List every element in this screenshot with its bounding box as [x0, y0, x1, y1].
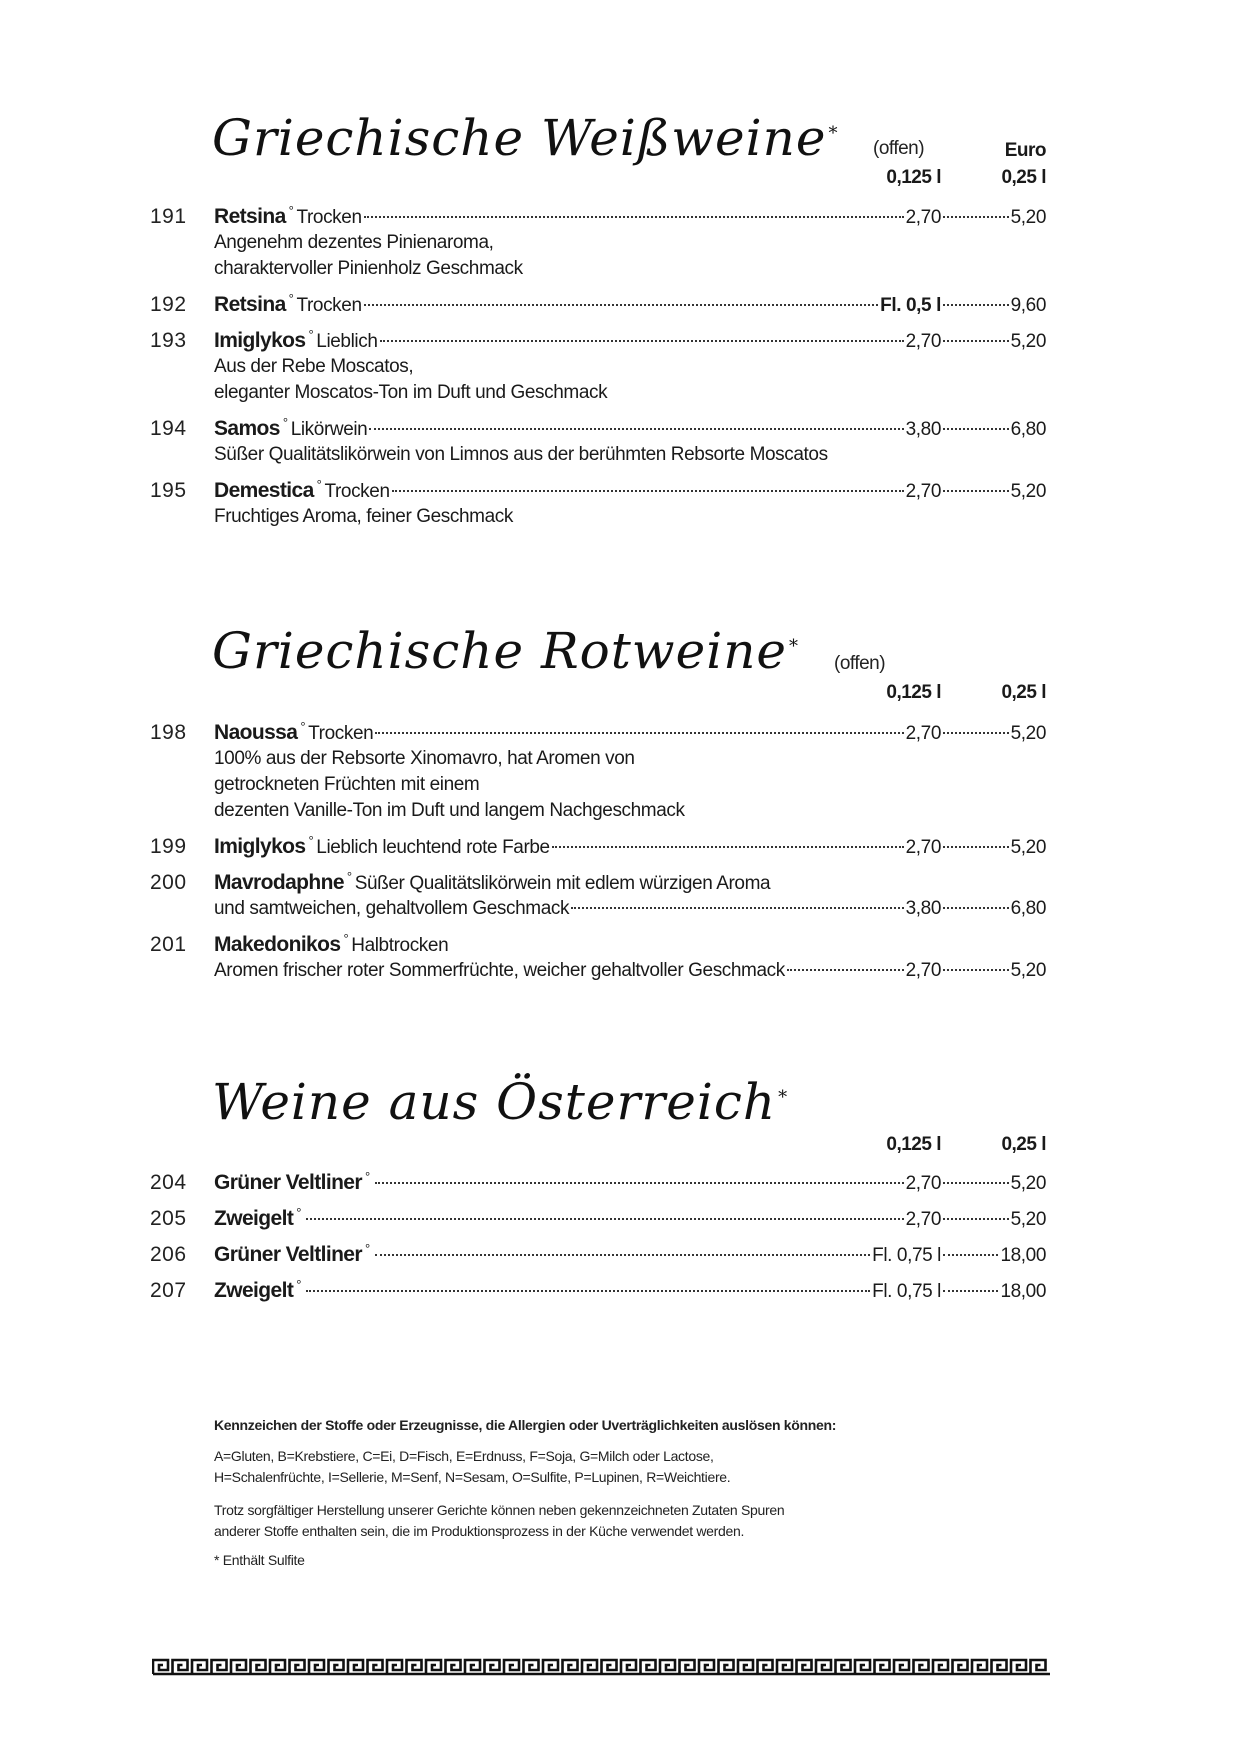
wine-item — [150, 478, 1046, 530]
wine-note: Trocken — [308, 723, 374, 744]
description-line — [150, 772, 1046, 798]
price-small: 3,80 — [905, 419, 941, 440]
price-large: 5,20 — [1010, 481, 1046, 502]
greek-key-segment — [992, 1660, 1012, 1674]
price-large: 5,20 — [1010, 1173, 1046, 1194]
dot-leader — [943, 732, 1009, 734]
greek-key-segment — [621, 1660, 641, 1674]
wine-item — [150, 416, 1046, 468]
item-number: 200 — [150, 871, 187, 894]
wine-name: Retsina — [214, 205, 286, 228]
wine-item — [150, 204, 1046, 282]
wine-line — [150, 478, 1046, 504]
column-header-0125: 0,125 l — [886, 167, 941, 188]
wine-note: Lieblich leuchtend rote Farbe — [316, 837, 550, 858]
greek-key-segment — [563, 1660, 583, 1674]
greek-key-segment — [290, 1660, 310, 1674]
additive-mark: ° — [296, 1205, 302, 1220]
item-number: 192 — [150, 293, 187, 316]
greek-key-segment — [251, 1660, 271, 1674]
wine-description: 100% aus der Rebsorte Xinomavro, hat Aromen von — [214, 748, 635, 769]
wine-name: Grüner Veltliner — [214, 1243, 362, 1266]
wine-line — [150, 1206, 1046, 1232]
allergen-codes-2: H=Schalenfrüchte, I=Sellerie, M=Senf, N=Sesam, O=Sulfite, P=Lupinen, R=Weichtiere. — [214, 1469, 731, 1485]
dot-leader — [306, 1290, 870, 1292]
wine-description: Süßer Qualitätslikörwein von Limnos aus der berühmten Rebsorte Moscatos — [214, 444, 828, 465]
price-large: 5,20 — [1010, 960, 1046, 981]
greek-key-segment — [543, 1660, 563, 1674]
wine-note: Trocken — [324, 481, 390, 502]
dot-leader — [943, 340, 1009, 342]
greek-key-segment — [270, 1660, 290, 1674]
dot-leader — [392, 490, 904, 492]
wine-line — [150, 932, 1046, 958]
price-small: 2,70 — [905, 837, 941, 858]
wine-line — [150, 292, 1046, 318]
item-number: 207 — [150, 1279, 187, 1302]
greek-key-segment — [680, 1660, 700, 1674]
price-small: 2,70 — [905, 331, 941, 352]
wine-name: Zweigelt — [214, 1279, 294, 1302]
additive-mark: ° — [346, 869, 352, 884]
wine-item — [150, 1242, 1046, 1268]
wine-name: Makedonikos — [214, 933, 341, 956]
greek-key-segment — [972, 1660, 992, 1674]
wine-item — [150, 292, 1046, 318]
section-title-white-wines — [212, 108, 838, 168]
description-line — [150, 380, 1046, 406]
wine-item — [150, 720, 1046, 824]
item-number: 195 — [150, 479, 187, 502]
dot-leader — [943, 907, 1009, 909]
wine-note: Süßer Qualitätslikörwein mit edlem würzigen Aroma — [354, 873, 771, 894]
title-text: Griechische Rotweine — [212, 622, 787, 680]
greek-key-segment — [719, 1660, 739, 1674]
greek-key-segment — [192, 1660, 212, 1674]
dot-leader — [375, 1182, 904, 1184]
wine-item — [150, 870, 1046, 922]
description-line — [150, 230, 1046, 256]
greek-key-segment — [836, 1660, 856, 1674]
greek-key-segment — [426, 1660, 446, 1674]
greek-key-segment — [485, 1660, 505, 1674]
dot-leader — [943, 1254, 998, 1256]
price-large: 5,20 — [1010, 723, 1046, 744]
column-header-025: 0,25 l — [1001, 1134, 1046, 1155]
wine-name: Imiglykos — [214, 329, 306, 352]
price-small: 2,70 — [905, 207, 941, 228]
description-line — [150, 442, 1046, 468]
price-large: 5,20 — [1010, 1209, 1046, 1230]
dot-leader — [943, 846, 1009, 848]
additive-mark: ° — [288, 291, 294, 306]
wine-item — [150, 932, 1046, 984]
item-number: 199 — [150, 835, 187, 858]
open-wine-label: (offen) — [834, 653, 886, 674]
greek-key-segment — [758, 1660, 778, 1674]
column-header-0125: 0,125 l — [886, 682, 941, 703]
wine-list-white — [150, 204, 1046, 530]
wine-name: Demestica — [214, 479, 314, 502]
additive-mark: ° — [282, 415, 288, 430]
greek-key-segment — [797, 1660, 817, 1674]
wine-line — [150, 416, 1046, 442]
greek-key-segment — [875, 1660, 895, 1674]
wine-note: Trocken — [296, 207, 362, 228]
greek-key-segment — [777, 1660, 797, 1674]
additive-mark: ° — [364, 1241, 370, 1256]
description-line — [150, 896, 1046, 922]
wine-description: Aromen frischer roter Sommerfrüchte, weicher gehaltvoller Geschmack — [214, 960, 785, 981]
allergen-info — [214, 1415, 1034, 1571]
price-large: 18,00 — [1000, 1281, 1046, 1302]
wine-name: Mavrodaphne — [214, 871, 344, 894]
wine-description: Aus der Rebe Moscatos, — [214, 356, 414, 377]
wine-item — [150, 1278, 1046, 1304]
greek-key-segment — [446, 1660, 466, 1674]
greek-key-segment — [602, 1660, 622, 1674]
wine-item — [150, 834, 1046, 860]
dot-leader — [943, 1290, 998, 1292]
additive-mark: ° — [288, 203, 294, 218]
greek-key-segment — [582, 1660, 602, 1674]
greek-key-segment — [699, 1660, 719, 1674]
price-small: 2,70 — [905, 723, 941, 744]
greek-key-segment — [212, 1660, 232, 1674]
wine-item — [150, 1206, 1046, 1232]
wine-item — [150, 1170, 1046, 1196]
dot-leader — [787, 969, 904, 971]
wine-note: Likörwein — [290, 419, 368, 440]
dot-leader — [943, 1218, 1009, 1220]
greek-key-segment — [1031, 1660, 1051, 1674]
dot-leader — [369, 428, 903, 430]
greek-key-segment — [368, 1660, 388, 1674]
item-number: 201 — [150, 933, 187, 956]
column-header-025: 0,25 l — [1001, 167, 1046, 188]
price-small: 2,70 — [905, 481, 941, 502]
item-number: 193 — [150, 329, 187, 352]
wine-description: dezenten Vanille-Ton im Duft und langem Nachgeschmack — [214, 800, 685, 821]
greek-key-segment — [914, 1660, 934, 1674]
greek-key-segment — [894, 1660, 914, 1674]
wine-list-red — [150, 720, 1046, 984]
additive-mark: ° — [308, 833, 314, 848]
sulfite-asterisk: * — [788, 636, 799, 657]
wine-note: Trocken — [296, 295, 362, 316]
additive-mark: ° — [316, 477, 322, 492]
description-line — [150, 746, 1046, 772]
greek-key-segment — [407, 1660, 427, 1674]
dot-leader — [943, 1182, 1009, 1184]
dot-leader — [571, 907, 904, 909]
price-small: Fl. 0,5 l — [880, 295, 941, 316]
wine-name: Grüner Veltliner — [214, 1171, 362, 1194]
item-number: 198 — [150, 721, 187, 744]
allergen-codes-1: A=Gluten, B=Krebstiere, C=Ei, D=Fisch, E=Erdnuss, F=Soja, G=Milch oder Lactose, — [214, 1448, 714, 1464]
wine-description: und samtweichen, gehaltvollem Geschmack — [214, 898, 570, 919]
price-large: 18,00 — [1000, 1245, 1046, 1266]
dot-leader — [364, 304, 879, 306]
open-wine-label: (offen) — [873, 138, 925, 159]
greek-key-segment — [855, 1660, 875, 1674]
item-number: 191 — [150, 205, 187, 228]
greek-key-segment — [173, 1660, 193, 1674]
price-small: 2,70 — [905, 1209, 941, 1230]
wine-line — [150, 204, 1046, 230]
greek-key-segment — [504, 1660, 524, 1674]
column-header-0125: 0,125 l — [886, 1134, 941, 1155]
price-small: Fl. 0,75 l — [872, 1245, 941, 1266]
currency-label: Euro — [1004, 140, 1046, 161]
greek-key-segment — [231, 1660, 251, 1674]
sulfite-asterisk: * — [828, 123, 839, 144]
dot-leader — [306, 1218, 904, 1220]
dot-leader — [375, 1254, 870, 1256]
greek-key-segment — [465, 1660, 485, 1674]
description-line — [150, 798, 1046, 824]
section-title-red-wines — [212, 621, 799, 681]
allergen-heading: Kennzeichen der Stoffe oder Erzeugnisse, die Allergien oder Uverträglichkeiten auslösen können: — [214, 1417, 837, 1433]
greek-key-segment — [660, 1660, 680, 1674]
title-text: Griechische Weißweine — [212, 109, 827, 167]
wine-description: charaktervoller Pinienholz Geschmack — [214, 258, 523, 279]
dot-leader — [943, 969, 1009, 971]
dot-leader — [943, 304, 1009, 306]
wine-description: Fruchtiges Aroma, feiner Geschmack — [214, 506, 513, 527]
additive-mark: ° — [364, 1169, 370, 1184]
wine-line — [150, 328, 1046, 354]
price-small: 3,80 — [905, 898, 941, 919]
wine-line — [150, 870, 1046, 896]
wine-name: Zweigelt — [214, 1207, 294, 1230]
price-large: 6,80 — [1010, 898, 1046, 919]
wine-name: Retsina — [214, 293, 286, 316]
price-small: 2,70 — [905, 1173, 941, 1194]
column-header-025: 0,25 l — [1001, 682, 1046, 703]
greek-key-segment — [329, 1660, 349, 1674]
greek-key-segment — [933, 1660, 953, 1674]
wine-note: Lieblich — [316, 331, 378, 352]
greek-key-segment — [738, 1660, 758, 1674]
item-number: 205 — [150, 1207, 187, 1230]
wine-description: eleganter Moscatos-Ton im Duft und Geschmack — [214, 382, 608, 403]
greek-key-segment — [1011, 1660, 1031, 1674]
wine-list-austria — [150, 1170, 1046, 1304]
wine-note: Halbtrocken — [351, 935, 449, 956]
sulfite-asterisk: * — [778, 1087, 789, 1108]
wine-line — [150, 1242, 1046, 1268]
additive-mark: ° — [296, 1277, 302, 1292]
dot-leader — [943, 490, 1009, 492]
greek-key-segment — [816, 1660, 836, 1674]
wine-description: Angenehm dezentes Pinienaroma, — [214, 232, 494, 253]
greek-key-segment — [387, 1660, 407, 1674]
price-large: 9,60 — [1010, 295, 1046, 316]
allergen-notice-2: anderer Stoffe enthalten sein, die im Produktionsprozess in der Küche verwendet werden. — [214, 1523, 745, 1539]
price-small: 2,70 — [905, 960, 941, 981]
price-large: 5,20 — [1010, 207, 1046, 228]
section-title-austria — [212, 1072, 788, 1132]
dot-leader — [943, 216, 1009, 218]
wine-line — [150, 1170, 1046, 1196]
greek-key-segment — [153, 1660, 173, 1674]
wine-line — [150, 720, 1046, 746]
greek-key-segment — [309, 1660, 329, 1674]
description-line — [150, 958, 1046, 984]
description-line — [150, 256, 1046, 282]
wine-name: Imiglykos — [214, 835, 306, 858]
additive-mark: ° — [308, 327, 314, 342]
additive-mark: ° — [300, 719, 306, 734]
price-large: 5,20 — [1010, 837, 1046, 858]
item-number: 204 — [150, 1171, 187, 1194]
dot-leader — [943, 428, 1009, 430]
allergen-notice-1: Trotz sorgfältiger Herstellung unserer Gerichte können neben gekennzeichneten Zutaten Spuren — [214, 1502, 785, 1518]
wine-line — [150, 834, 1046, 860]
dot-leader — [375, 732, 903, 734]
item-number: 206 — [150, 1243, 187, 1266]
additive-mark: ° — [343, 931, 349, 946]
greek-key-segment — [524, 1660, 544, 1674]
wine-name: Samos — [214, 417, 280, 440]
wine-line — [150, 1278, 1046, 1304]
greek-key-segment — [641, 1660, 661, 1674]
dot-leader — [552, 846, 904, 848]
description-line — [150, 354, 1046, 380]
title-text: Weine aus Österreich — [212, 1073, 777, 1131]
greek-key-segment — [348, 1660, 368, 1674]
price-large: 6,80 — [1010, 419, 1046, 440]
description-line — [150, 504, 1046, 530]
price-large: 5,20 — [1010, 331, 1046, 352]
item-number: 194 — [150, 417, 187, 440]
wine-item — [150, 328, 1046, 406]
greek-key-border — [152, 1658, 1050, 1676]
sulfite-footnote: * Enthält Sulfite — [214, 1552, 305, 1568]
wine-name: Naoussa — [214, 721, 298, 744]
greek-key-segment — [953, 1660, 973, 1674]
dot-leader — [364, 216, 904, 218]
dot-leader — [380, 340, 904, 342]
wine-description: getrockneten Früchten mit einem — [214, 774, 480, 795]
price-small: Fl. 0,75 l — [872, 1281, 941, 1302]
